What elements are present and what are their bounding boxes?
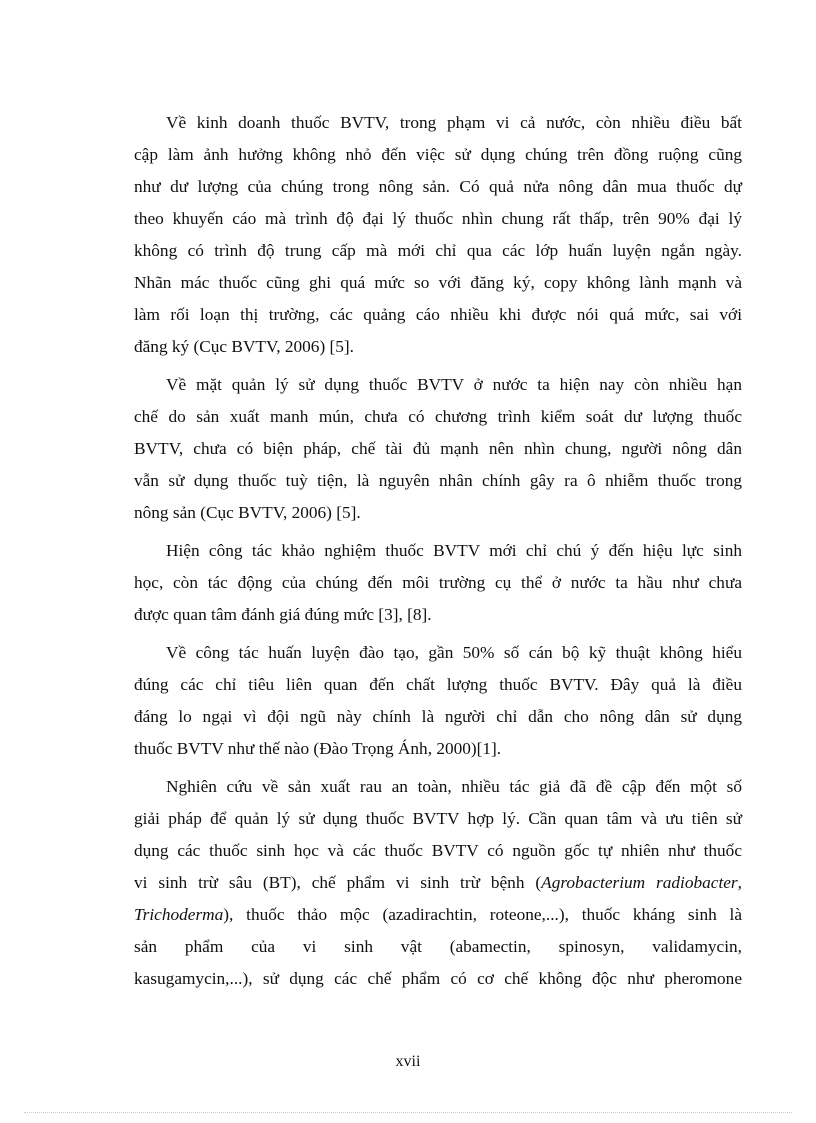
paragraph [134, 637, 742, 765]
text-line: Hiện công tác khảo nghiệm thuốc BVTV mới chỉ chú ý đến hiệu lực sinh [166, 541, 742, 560]
paragraph [134, 771, 742, 995]
text-segment: , [737, 873, 742, 892]
text-line: Về mặt quản lý sử dụng thuốc BVTV ở nước ta hiện nay còn nhiều hạn [166, 375, 742, 394]
document-body [134, 107, 742, 1001]
text-line: sản phẩm của vi sinh vật (abamectin, spinosyn, validamycin, [134, 937, 742, 956]
text-line: dụng các thuốc sinh học và các thuốc BVTV có nguồn gốc tự nhiên như thuốc [134, 841, 742, 860]
italic-species-name: Trichoderma [134, 905, 224, 924]
text-line: cập làm ảnh hưởng không nhỏ đến việc sử dụng chúng trên đồng ruộng cũng [134, 145, 742, 164]
text-line: vẫn sử dụng thuốc tuỳ tiện, là nguyên nhân chính gây ra ô nhiễm thuốc trong [134, 471, 742, 490]
text-line: Nhãn mác thuốc cũng ghi quá mức so với đăng ký, copy không lành mạnh và [134, 273, 742, 292]
text-line: BVTV, chưa có biện pháp, chế tài đủ mạnh nên nhìn chung, người nông dân [134, 439, 742, 458]
text-line: như dư lượng của chúng trong nông sản. Có quả nửa nông dân mua thuốc dự [134, 177, 742, 196]
text-line: chế do sản xuất manh mún, chưa có chương trình kiểm soát dư lượng thuốc [134, 407, 742, 426]
text-line: đăng ký (Cục BVTV, 2006) [5]. [134, 337, 354, 356]
text-line: được quan tâm đánh giá đúng mức [3], [8]. [134, 605, 432, 624]
paragraph [134, 107, 742, 363]
text-line: nông sản (Cục BVTV, 2006) [5]. [134, 503, 361, 522]
text-line [134, 867, 742, 899]
text-line: đáng lo ngại vì đội ngũ này chính là người chỉ dẫn cho nông dân sử dụng [134, 707, 742, 726]
text-line: Về kinh doanh thuốc BVTV, trong phạm vi cả nước, còn nhiều điều bất [166, 113, 742, 132]
text-line: Về công tác huấn luyện đào tạo, gần 50% số cán bộ kỹ thuật không hiểu [166, 643, 742, 662]
text-line: Nghiên cứu về sản xuất rau an toàn, nhiều tác giả đã đề cập đến một số [166, 777, 742, 796]
text-line: không có trình độ trung cấp mà mới chỉ qua các lớp huấn luyện ngắn ngày. [134, 241, 742, 260]
text-line [134, 899, 742, 931]
text-line: học, còn tác động của chúng đến môi trường cụ thể ở nước ta hầu như chưa [134, 573, 742, 592]
text-line: làm rối loạn thị trường, các quảng cáo nhiều khi được nói quá mức, sai với [134, 305, 742, 324]
page-number: xvii [395, 1053, 421, 1070]
text-line: thuốc BVTV như thế nào (Đào Trọng Ánh, 2000)[1]. [134, 739, 502, 758]
paragraph [134, 535, 742, 631]
text-line: kasugamycin,...), sử dụng các chế phẩm có cơ chế không độc như pheromone [134, 969, 742, 988]
text-segment: vi sinh trừ sâu (BT), chế phẩm vi sinh trừ bệnh ( [134, 873, 542, 892]
paragraph [134, 369, 742, 529]
text-segment: ), thuốc thảo mộc (azadirachtin, roteone,...), thuốc kháng sinh là [223, 905, 742, 924]
page-boundary-divider [24, 1112, 792, 1113]
text-line: đúng các chỉ tiêu liên quan đến chất lượng thuốc BVTV. Đây quả là điều [134, 675, 742, 694]
text-line: giải pháp để quản lý sử dụng thuốc BVTV hợp lý. Cần quan tâm và ưu tiên sử [134, 809, 742, 828]
text-line: theo khuyến cáo mà trình độ đại lý thuốc nhìn chung rất thấp, trên 90% đại lý [134, 209, 742, 228]
italic-species-name: Agrobacterium radiobacter [541, 873, 738, 892]
